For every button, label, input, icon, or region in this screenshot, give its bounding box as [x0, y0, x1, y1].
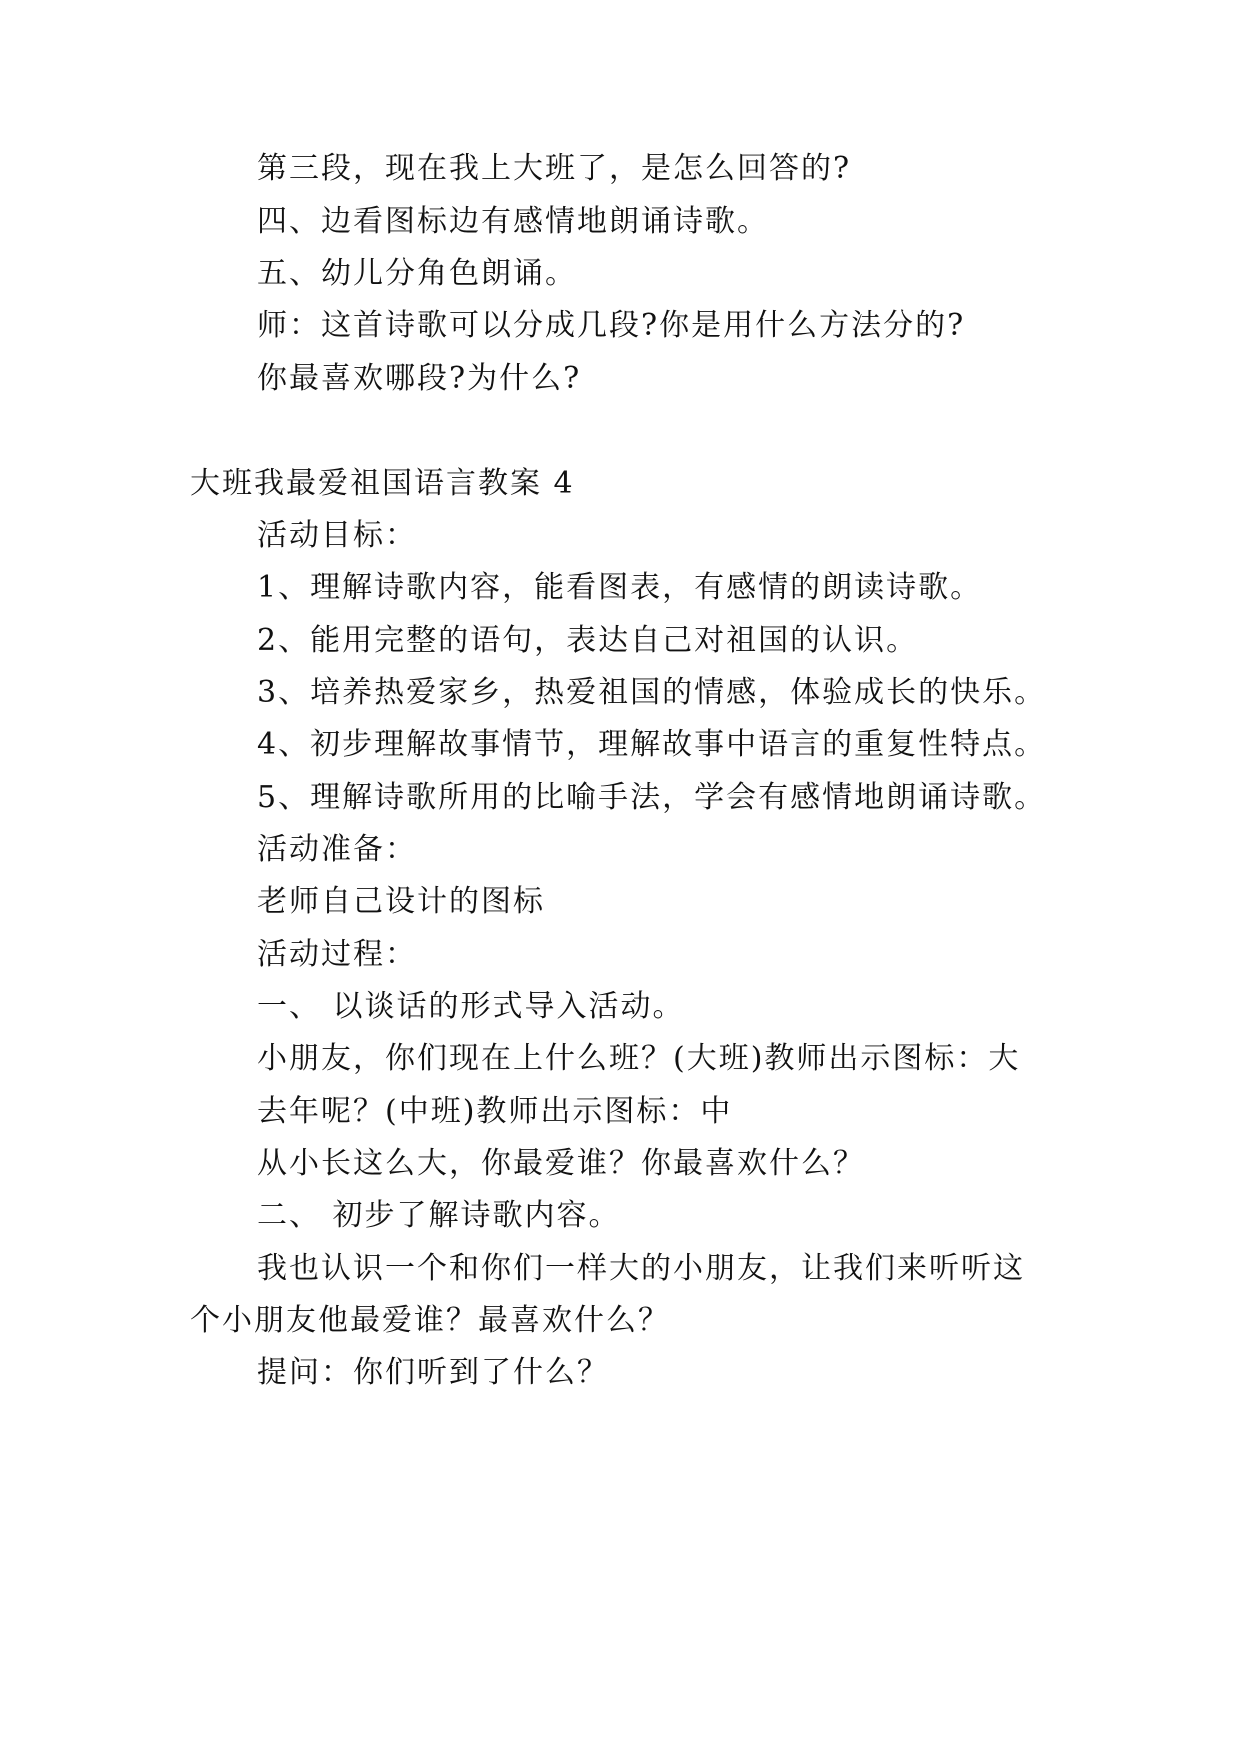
paragraph-line: 四、边看图标边有感情地朗诵诗歌。 — [257, 204, 769, 239]
paragraph-line: 一、 以谈话的形式导入活动。 — [257, 989, 685, 1024]
paragraph-line: 二、 初步了解诗歌内容。 — [257, 1198, 621, 1233]
paragraph-line: 师：这首诗歌可以分成几段?你是用什么方法分的? — [257, 308, 966, 343]
paragraph-line: 你最喜欢哪段?为什么? — [257, 361, 582, 396]
paragraph-line: 老师自己设计的图标 — [257, 884, 545, 919]
paragraph-line: 我也认识一个和你们一样大的小朋友，让我们来听听这 — [257, 1251, 1025, 1286]
paragraph-line: 从小长这么大，你最爱谁？你最喜欢什么？ — [257, 1146, 865, 1181]
paragraph-line: 2、能用完整的语句，表达自己对祖国的认识。 — [257, 623, 919, 658]
paragraph-line: 4、初步理解故事情节，理解故事中语言的重复性特点。 — [257, 727, 1047, 762]
paragraph-line: 提问：你们听到了什么？ — [257, 1355, 609, 1390]
paragraph-line: 3、培养热爱家乡，热爱祖国的情感，体验成长的快乐。 — [257, 675, 1047, 710]
paragraph-line: 小朋友，你们现在上什么班？(大班)教师出示图标：大 — [257, 1041, 1021, 1076]
paragraph-line: 去年呢？(中班)教师出示图标：中 — [257, 1094, 733, 1129]
paragraph-line: 活动准备： — [257, 832, 417, 867]
paragraph-line: 个小朋友他最爱谁？最喜欢什么？ — [190, 1303, 670, 1338]
paragraph-line: 5、理解诗歌所用的比喻手法，学会有感情地朗诵诗歌。 — [257, 780, 1047, 815]
paragraph-line: 活动过程： — [257, 937, 417, 972]
paragraph-line: 1、理解诗歌内容，能看图表，有感情的朗读诗歌。 — [257, 570, 983, 605]
paragraph-line: 活动目标： — [257, 518, 417, 553]
paragraph-line: 五、幼儿分角色朗诵。 — [257, 256, 577, 291]
section-title: 大班我最爱祖国语言教案 4 — [190, 466, 575, 501]
paragraph-line: 第三段，现在我上大班了，是怎么回答的? — [257, 151, 852, 186]
